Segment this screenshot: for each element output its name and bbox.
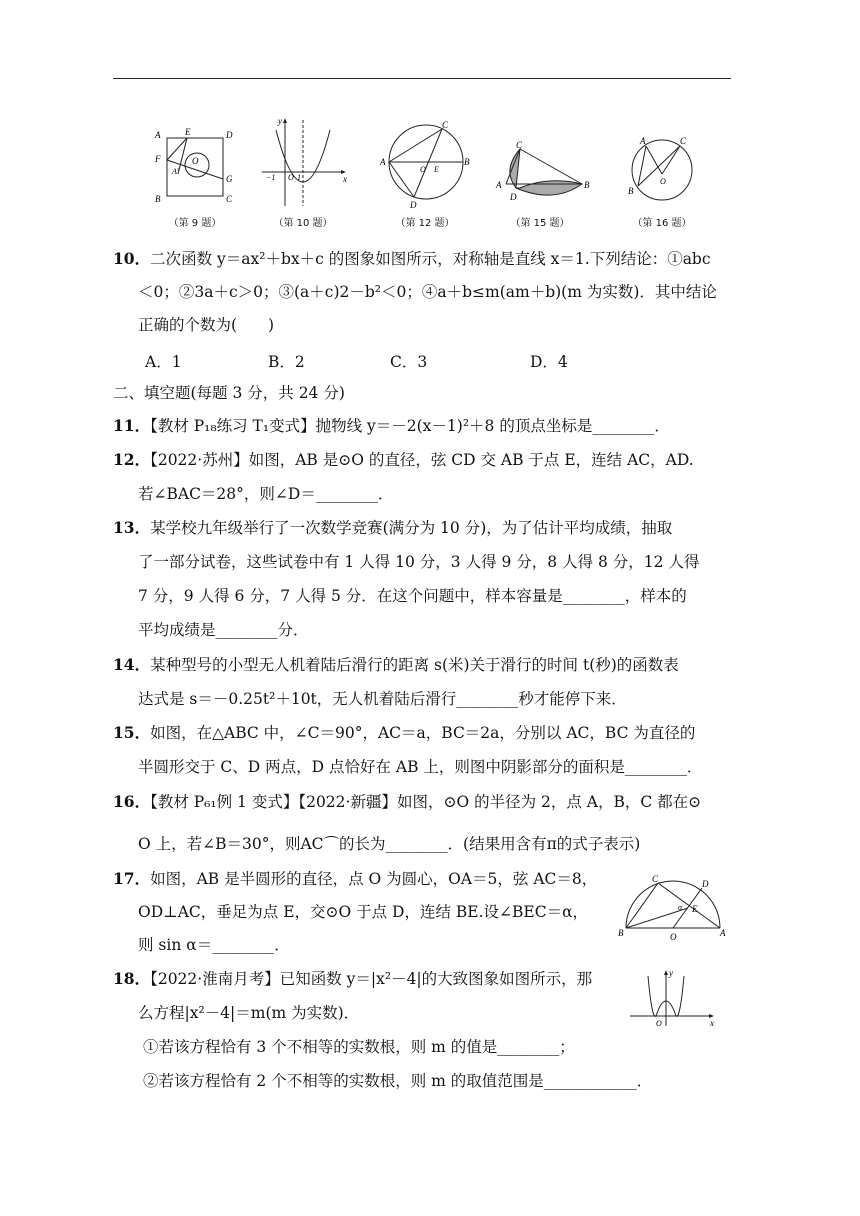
svg-text:O: O: [656, 1019, 662, 1028]
caption-q12: （第 12 题）: [395, 218, 455, 229]
caption-q10: （第 10 题）: [273, 218, 333, 229]
svg-text:D: D: [410, 200, 417, 208]
question-13-line-2: 了一部分试卷，这些试卷中有 1 人得 10 分，3 人得 9 分，8 人得 8 分，12 人得: [138, 553, 700, 571]
figure-q12: [380, 120, 472, 208]
svg-text:−1: −1: [266, 173, 276, 182]
svg-text:1: 1: [297, 173, 301, 182]
svg-text:E: E: [434, 165, 439, 174]
svg-text:O: O: [420, 165, 426, 174]
option-d: D．4: [530, 353, 568, 371]
figure-q9: [150, 124, 240, 206]
svg-text:B: B: [584, 180, 590, 190]
svg-text:C: C: [226, 194, 233, 204]
svg-text:y: y: [278, 116, 282, 126]
caption-q9: （第 9 题）: [168, 218, 222, 229]
question-13-line-4: 平均成绩是________分．: [138, 621, 309, 639]
question-12-line-2: 若∠BAC＝28°，则∠D＝________．: [138, 485, 394, 503]
option-c: C．3: [390, 353, 428, 371]
svg-text:A: A: [155, 130, 161, 140]
svg-text:O: O: [192, 156, 199, 166]
section-heading: 二、填空题(每题 3 分，共 24 分): [113, 384, 345, 402]
svg-text:A: A: [720, 928, 726, 938]
svg-text:O: O: [670, 932, 677, 942]
svg-text:E: E: [185, 127, 191, 137]
question-12-line-1: 12．【2022·苏州】如图，AB 是⊙O 的直径，弦 CD 交 AB 于点 E，连结 AC，AD.: [113, 450, 694, 469]
svg-text:C: C: [442, 120, 449, 130]
question-17-line-3: 则 sin α＝________．: [138, 936, 290, 954]
question-13-line-3: 7 分，9 人得 6 分，7 人得 5 分．在这个问题中，样本容量是________，样本的: [138, 587, 687, 605]
figure-q15: [494, 140, 596, 206]
option-a: A．1: [145, 353, 182, 371]
question-16-line-1: 16．【教材 P₆₁例 1 变式】【2022·新疆】如图，⊙O 的半径为 2，点 A，B，C 都在⊙: [113, 792, 702, 811]
caption-q16: （第 16 题）: [632, 218, 692, 229]
top-rule: [113, 78, 731, 79]
svg-text:B: B: [155, 194, 161, 204]
svg-text:x: x: [343, 174, 347, 184]
figure-q16: [622, 132, 704, 208]
question-15-line-2: 半圆形交于 C、D 两点，D 点恰好在 AB 上，则图中阴影部分的面积是________．: [138, 758, 703, 776]
svg-text:D: D: [702, 879, 709, 889]
svg-text:A: A: [380, 157, 386, 167]
question-14-line-1: 14．某种型号的小型无人机着陆后滑行的距离 s(米)关于滑行的时间 t(秒)的函数表: [113, 655, 679, 674]
question-18-line-2: 么方程|x²－4|＝m(m 为实数)．: [138, 1004, 360, 1022]
question-18-line-1: 18．【2022·淮南月考】已知函数 y＝|x²－4|的大致图象如图所示，那: [113, 969, 593, 988]
svg-text:B: B: [628, 186, 634, 196]
svg-text:B: B: [618, 928, 624, 938]
figure-q18: [626, 966, 718, 1030]
question-14-line-2: 达式是 s＝－0.25t²＋10t，无人机着陆后滑行________秒才能停下来．: [138, 690, 627, 708]
svg-text:G: G: [226, 174, 233, 184]
figure-q17: [618, 870, 728, 942]
svg-text:E: E: [692, 904, 698, 914]
question-11: 11．【教材 P₁₈练习 T₁变式】抛物线 y＝－2(x－1)²＋8 的顶点坐标是________．: [113, 416, 670, 435]
question-15-line-1: 15．如图，在△ABC 中，∠C＝90°，AC＝a，BC＝2a，分别以 AC，BC 为直径的: [113, 723, 696, 742]
svg-text:F: F: [155, 154, 161, 164]
question-16-line-2: O 上，若∠B＝30°，则AC⌒的长为________．(结果用含有π的式子表示): [138, 835, 641, 853]
svg-text:x: x: [710, 1018, 714, 1028]
question-17-line-1: 17．如图，AB 是半圆形的直径，点 O 为圆心，OA＝5，弦 AC＝8，: [113, 869, 598, 888]
svg-text:D: D: [226, 130, 233, 140]
svg-text:C: C: [516, 140, 523, 150]
svg-text:B: B: [464, 157, 470, 167]
svg-text:O: O: [288, 173, 294, 182]
svg-text:O: O: [660, 177, 666, 186]
figure-q10: [258, 114, 350, 210]
question-17-line-2: OD⊥AC，垂足为点 E，交⊙O 于点 D，连结 BE.设∠BEC＝α，: [138, 903, 589, 921]
question-18-line-4: ②若该方程恰有 2 个不相等的实数根，则 m 的取值范围是____________．: [143, 1072, 653, 1090]
svg-text:y: y: [669, 968, 673, 978]
question-10-line-1: 10．二次函数 y＝ax²＋bx＋c 的图象如图所示，对称轴是直线 x＝1.下列结论：①abc: [113, 249, 711, 268]
caption-q15: （第 15 题）: [510, 218, 570, 229]
question-13-line-1: 13．某学校九年级举行了一次数学竞赛(满分为 10 分)，为了估计平均成绩，抽取: [113, 518, 673, 537]
svg-text:A': A': [172, 167, 179, 176]
option-b: B．2: [268, 353, 305, 371]
question-10-line-3: 正确的个数为( ): [138, 316, 275, 334]
svg-text:C: C: [680, 136, 687, 146]
svg-text:A: A: [640, 136, 646, 146]
question-18-line-3: ①若该方程恰有 3 个不相等的实数根，则 m 的值是________；: [143, 1038, 575, 1056]
svg-text:A: A: [496, 180, 502, 190]
svg-text:α: α: [678, 903, 683, 912]
svg-text:D: D: [510, 192, 517, 202]
svg-text:C: C: [652, 874, 659, 884]
question-10-line-2: ＜0；②3a＋c＞0；③(a＋c)2－b²＜0；④a＋b≤m(am＋b)(m 为实数)．其中结论: [138, 283, 717, 301]
